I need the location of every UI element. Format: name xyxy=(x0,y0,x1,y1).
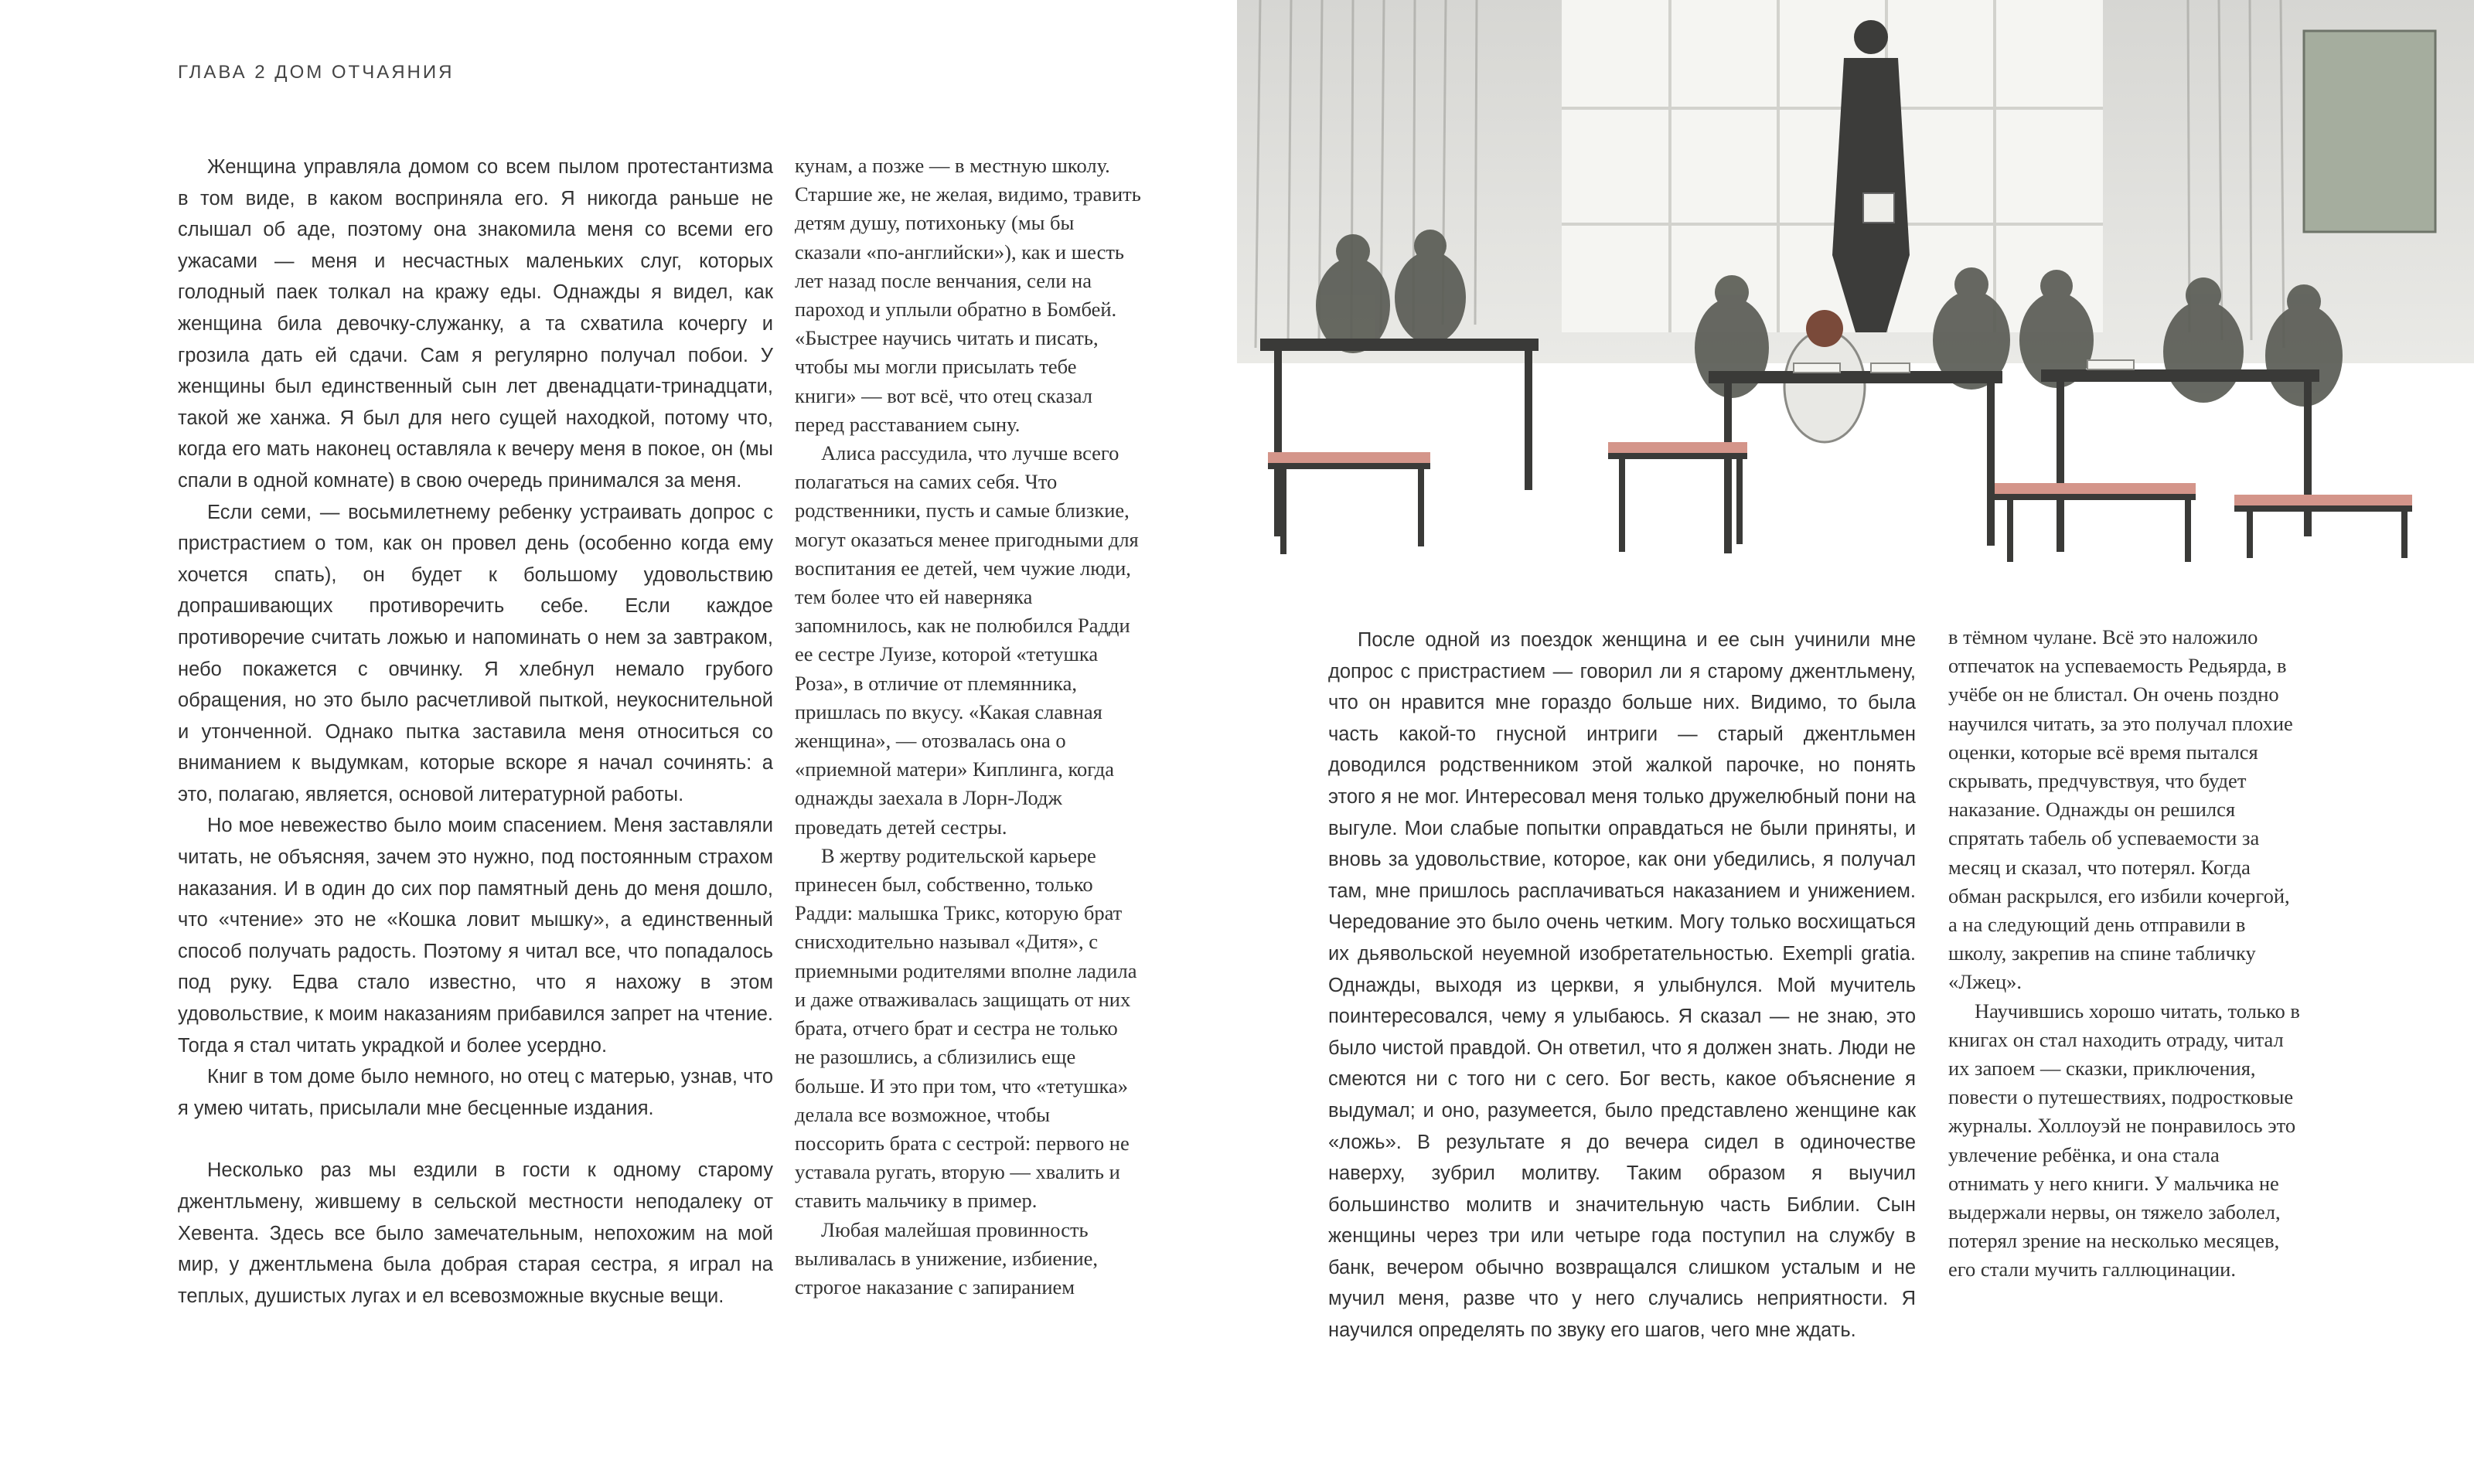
chapter-header: ГЛАВА 2 ДОМ ОТЧАЯНИЯ xyxy=(178,62,455,83)
paragraph: в тёмном чулане. Всё это наложило отпечаток на успеваемость Редьярда, в учёбе он не блистал. Он очень поздно научился читать, за это получал плохие оценки, которые всё время пытался скрывать, предчувствуя, что будет наказание. Однажды он решился спрятать табель об успеваемости за месяц и сказал, что потерял. Когда обман раскрылся, его избили кочергой, а на следующий день отправили в школу, закрепив на спине табличку «Лжец». xyxy=(1948,625,2293,994)
paragraph: Женщина управляла домом со всем пылом протестантизма в том виде, в каком восприняла его. Я никогда раньше не слышал об аде, поэтому она знакомила меня со всеми его ужасами — меня и несчастных маленьких слуг, которых голодный паек толкал на кражу еды. Однажды я видел, как женщина била девочку-служанку, а та схватила кочергу и грозила дать ей сдачи. Сам я регулярно получал побои. У женщины был единственный сын лет двенадцати-тринадцати, такой же ханжа. Я был для него сущей находкой, потому что, когда его мать наконец оставляла к вечеру меня в покое, он (мы спали в одной комнате) в свою очередь принимался за меня. xyxy=(178,156,773,492)
paragraph: Но мое невежество было моим спасением. Меня заставляли читать, не объясняя, зачем это нужно, под постоянным страхом наказания. И в один до сих пор памятный день до меня дошло, что «чтение» это не «Кошка ловит мышку», а единственный способ получать радость. Поэтому я читал все, что попадалось под руку. Едва стало известно, что я нахожу в этом удовольствие, к моим наказаниям прибавился запрет на чтение. Тогда я стал читать украдкой и более усердно. xyxy=(178,815,773,1057)
paragraph: Научившись хорошо читать, только в книгах он стал находить отраду, читал их запоем — сказки, приключения, повести о путешествиях, подростковые журналы. Холлоуэй не понравилось это увлечение ребёнка, и она стала отнимать у него книги. У мальчика не выдержали нервы, он тяжело заболел, потерял зрение на несколько месяцев, его стали мучить галлюцинации. xyxy=(1948,999,2300,1281)
paragraph: Любая малейшая провинность выливалась в унижение, избиение, строгое наказание с запиранием xyxy=(795,1217,1099,1298)
right-page-main-column xyxy=(1328,625,1916,1346)
left-page-main-column xyxy=(178,151,773,1312)
left-page-side-column xyxy=(795,151,1143,1302)
right-page-side-column xyxy=(1948,623,2304,1285)
paragraph: кунам, а позже — в местную школу. Старшие же, не желая, видимо, травить детям душу, потихоньку (мы бы сказали «по-английски»), как и шесть лет назад после венчания, сели на пароход и уплыли обратно в Бомбей. «Быстрее научись читать и писать, чтобы мы могли присылать тебе книги» — вот всё, что отец сказал перед расставанием сыну. xyxy=(795,154,1141,436)
classroom-illustration xyxy=(1237,0,2474,572)
paragraph: В жертву родительской карьере принесен был, собственно, только Радди: малышка Трикс, которую брат снисходительно называл «Дитя», с приемными родителями вполне ладила и даже отваживалась защищать от них брата, отчего брат и сестра не только не разошлись, а сблизились еще больше. И это при том, что «тетушка» делала все возможное, чтобы поссорить брата с сестрой: первого не уставала ругать, вторую — хвалить и ставить мальчику в пример. xyxy=(795,843,1137,1213)
paragraph: Если семи, — восьмилетнему ребенку устраивать допрос с пристрастием о том, как он провел день (особенно когда ему хочется спать), он будет к большому удовольствию допрашивающих противоречить себе. Если каждое противоречие считать ложью и напоминать о нем за завтраком, небо покажется с овчинку. Я хлебнул немало грубого обращения, но это было расчетливой пыткой, неукоснительной и утонченной. Однако пытка заставила меня относиться со вниманием к выдумкам, которые вскоре я начал сочинять: а это, полагаю, является, основой литературной работы. xyxy=(178,501,773,805)
paragraph: Алиса рассудила, что лучше всего полагаться на самих себя. Что родственники, пусть и самые близкие, могут оказаться менее пригодными для воспитания ее детей, чем чужие люди, тем более что ей наверняка запомнилось, как не полюбился Радди ее сестре Луизе, которой «тетушка Роза», в отличие от племянника, пришлась по вкусу. «Какая славная женщина», — отозвалась она о «приемной матери» Киплинга, когда однажды заехала в Лорн-Лодж проведать детей сестры. xyxy=(795,441,1139,839)
paragraph: Книг в том доме было немного, но отец с матерью, узнав, что я умею читать, присылали мне бесценные издания. xyxy=(178,1066,773,1119)
paragraph: Несколько раз мы ездили в гости к одному старому джентльмену, жившему в сельской местности неподалеку от Хевента. Здесь все было замечательным, непохожим на мой мир, у джентльмена была добрая старая сестра, я играл на теплых, душистых лугах и ел всевозможные вкусные вещи. xyxy=(178,1159,773,1307)
paragraph: После одной из поездок женщина и ее сын учинили мне допрос с пристрастием — говорил ли я старому джентльмену, что он нравится мне гораздо больше них. Видимо, то была часть какой-то гнусной интриги — старый джентльмен доводился родственником этой жалкой парочке, но понять этого я не мог. Интересовал меня только дружелюбный пони на выгуле. Мои слабые попытки оправдаться не были приняты, и вновь за удовольствие, которое, как они убедились, я получал там, мне пришлось расплачиваться наказанием и унижением. Чередование это было очень четким. Могу только восхищаться их дьявольской неуемной изобретательностью. Exempli gratia. Однажды, выходя из церкви, я улыбнулся. Мой мучитель поинтересовался, чему я улыбаюсь. Я сказал — не знаю, это было чистой правдой. Он ответил, что я должен знать. Люди не смеются ни с того ни с сего. Бог весть, какое объяснение я выдумал; и оно, разумеется, было представлено женщине как «ложь». В результате я до вечера сидел в одиночестве наверху, зубрил молитву. Таким образом я выучил большинство молитв и значительную часть Библии. Сын женщины через три или четыре года поступил на службу в банк, вечером обычно возвращался слишком усталым и не мучил меня, разве что у него случались неприятности. Я научился определять по звуку его шагов, чего мне ждать. xyxy=(1328,629,1916,1342)
